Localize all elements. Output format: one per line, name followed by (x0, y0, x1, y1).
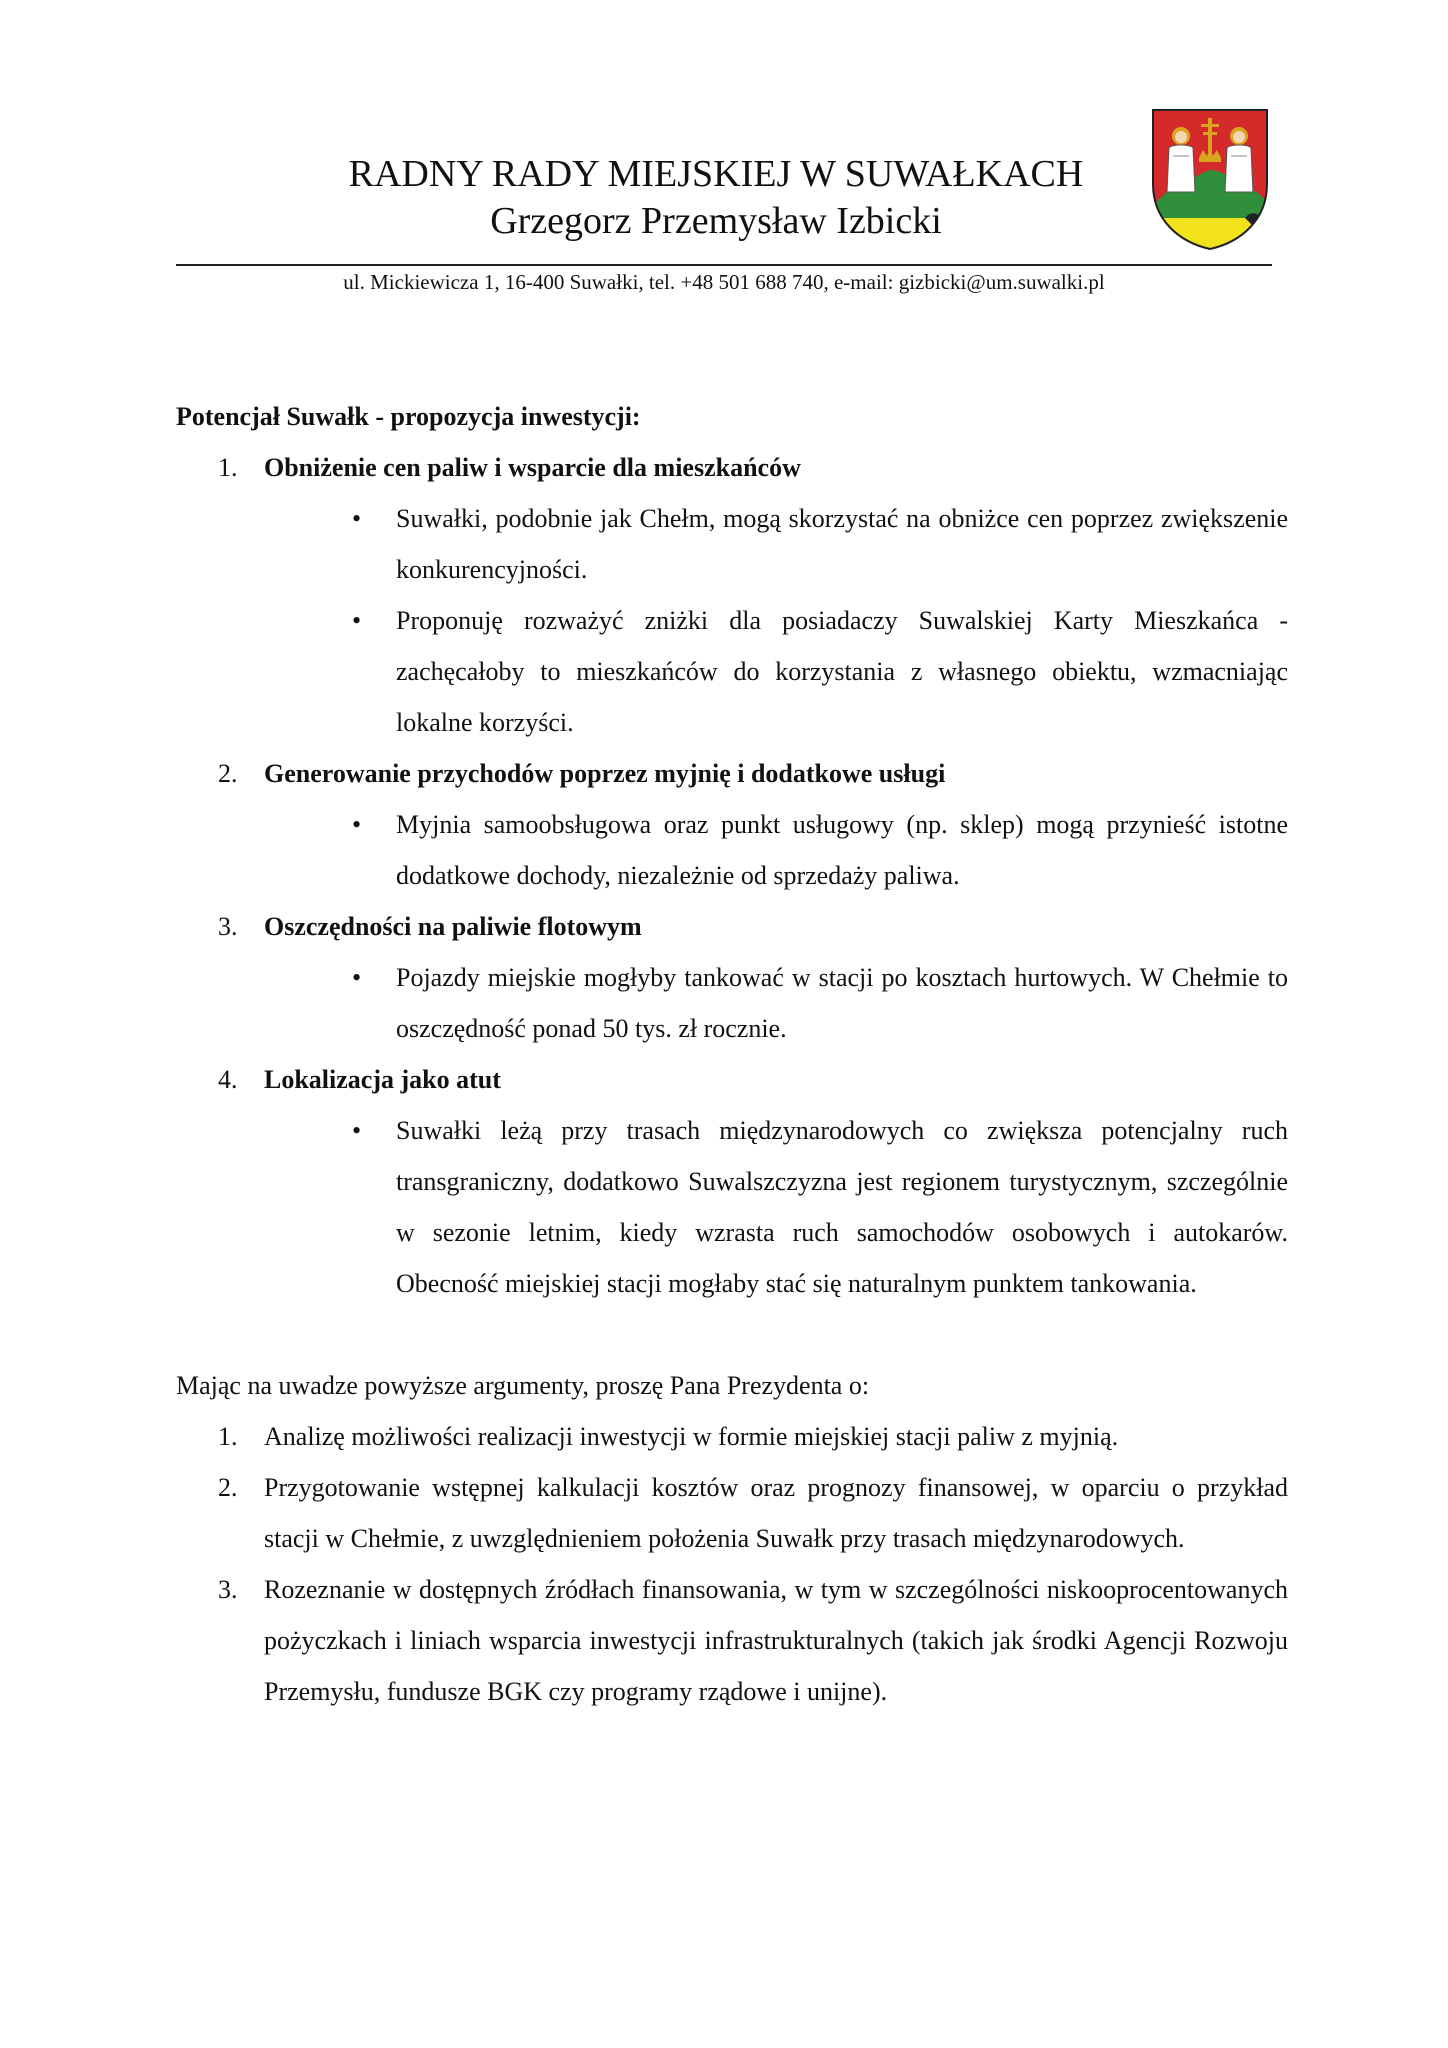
proposal-item (176, 442, 1288, 493)
proposal-item (176, 748, 1288, 799)
letterhead-divider (176, 264, 1272, 266)
proposal-item (176, 901, 1288, 952)
request-item (176, 1564, 1288, 1717)
proposal-bullet-text: Pojazdy miejskie mogłyby tankować w stacji po kosztach hurtowych. W Chełmie to oszczędność ponad 50 tys. zł rocznie. (396, 963, 1288, 1043)
letterhead-contact: ul. Mickiewicza 1, 16-400 Suwałki, tel. +48 501 688 740, e-mail: gizbicki@um.suwalki.pl (343, 270, 1105, 294)
paragraph-spacer (176, 1309, 1288, 1360)
proposal-bullet-text: Suwałki, podobnie jak Chełm, mogą skorzystać na obniżce cen poprzez zwiększenie konkurencyjności. (396, 504, 1288, 584)
request-number: 1. (218, 1422, 238, 1451)
bullet-icon: • (352, 963, 362, 992)
letterhead-title: RADNY RADY MIEJSKIEJ W SUWAŁKACH (348, 153, 1084, 195)
bullet-icon: • (352, 810, 362, 839)
proposal-bullet-text: Myjnia samoobsługowa oraz punkt usługowy (np. sklep) mogą przynieść istotne dodatkowe dochody, niezależnie od sprzedaży paliwa. (396, 810, 1288, 890)
proposal-bullet (176, 1105, 1288, 1309)
suwalki-coat-of-arms-icon (1149, 106, 1271, 252)
proposal-item (176, 1054, 1288, 1105)
proposal-number: 1. (218, 453, 238, 482)
request-intro: Mając na uwadze powyższe argumenty, proszę Pana Prezydenta o: (176, 1371, 870, 1400)
proposal-bullet-text: Suwałki leżą przy trasach międzynarodowych co zwiększa potencjalny ruch transgraniczny, dodatkowo Suwalszczyzna jest regionem turystycznym, szczególnie w sezonie letnim, kiedy wzrasta ruch samochodów osobowych i autokarów. Obecność miejskiej stacji mogłaby stać się naturalnym punktem tankowania. (396, 1116, 1288, 1298)
request-item (176, 1462, 1288, 1564)
proposal-bullet-text: Proponuję rozważyć zniżki dla posiadaczy Suwalskiej Karty Mieszkańca - zachęcałoby to mieszkańców do korzystania z własnego obiektu, wzmacniając lokalne korzyści. (396, 606, 1288, 737)
proposal-bullet (176, 595, 1288, 748)
request-item (176, 1411, 1288, 1462)
proposal-bullet (176, 952, 1288, 1054)
request-text: Analizę możliwości realizacji inwestycji w formie miejskiej stacji paliw z myjnią. (264, 1422, 1119, 1451)
request-text: Rozeznanie w dostępnych źródłach finansowania, w tym w szczególności niskooprocentowanych pożyczkach i liniach wsparcia inwestycji infrastrukturalnych (takich jak środki Agencji Rozwoju Przemysłu, fundusze BGK czy programy rządowe i unijne). (264, 1575, 1288, 1706)
proposal-heading: Obniżenie cen paliw i wsparcie dla mieszkańców (264, 453, 801, 482)
request-number: 3. (218, 1575, 238, 1604)
section-title: Potencjał Suwałk - propozycja inwestycji: (176, 402, 641, 431)
proposal-heading: Lokalizacja jako atut (264, 1065, 501, 1094)
proposal-heading: Generowanie przychodów poprzez myjnię i dodatkowe usługi (264, 759, 946, 788)
proposal-bullet (176, 493, 1288, 595)
request-text: Przygotowanie wstępnej kalkulacji kosztów oraz prognozy finansowej, w oparciu o przykład stacji w Chełmie, z uwzględnieniem położenia Suwałk przy trasach międzynarodowych. (264, 1473, 1288, 1553)
proposal-number: 2. (218, 759, 238, 788)
proposal-number: 4. (218, 1065, 238, 1094)
proposal-heading: Oszczędności na paliwie flotowym (264, 912, 642, 941)
bullet-icon: • (352, 1116, 362, 1145)
letterhead-name: Grzegorz Przemysław Izbicki (490, 200, 942, 242)
request-number: 2. (218, 1473, 238, 1502)
proposal-number: 3. (218, 912, 238, 941)
bullet-icon: • (352, 504, 362, 533)
document-body (176, 391, 1288, 1717)
proposal-bullet (176, 799, 1288, 901)
proposal-list (176, 442, 1288, 1309)
request-list (176, 1411, 1288, 1717)
bullet-icon: • (352, 606, 362, 635)
